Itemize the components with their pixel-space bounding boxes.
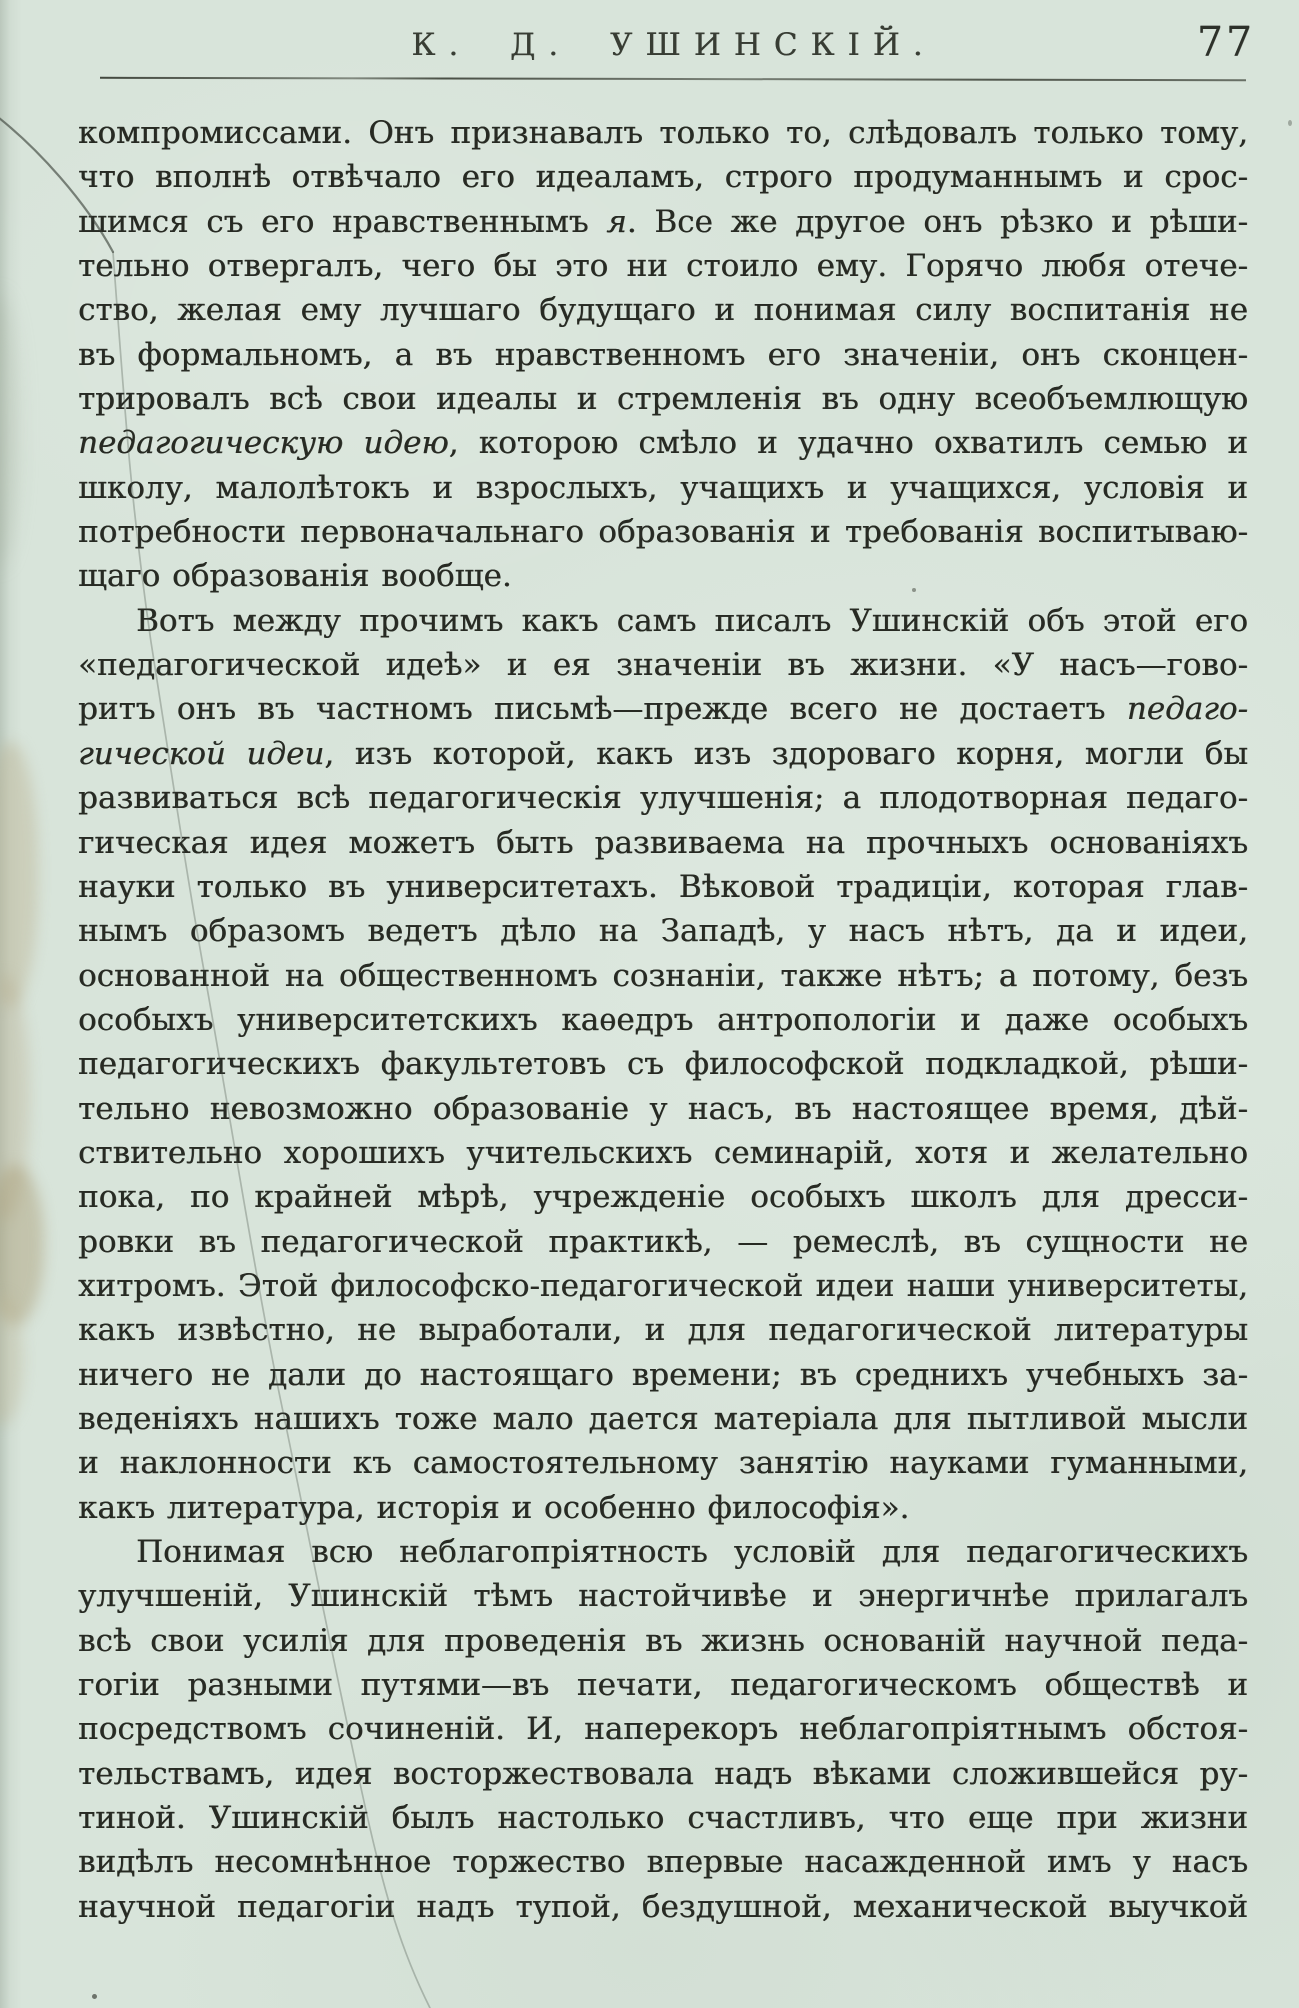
- text-line: [78, 288, 1248, 332]
- text-line: [78, 1707, 1248, 1751]
- italic-text-segment: я: [606, 203, 627, 240]
- text-segment: ство, желая ему лучшаго будущаго и понимая силу воспитанія не: [78, 292, 1248, 329]
- text-line: [78, 1840, 1248, 1884]
- text-segment: всѣ свои усилія для проведенія въ жизнь основаній научной педа-: [78, 1622, 1248, 1659]
- text-segment: потребности первоначальнаго образованія и требованія воспитываю-: [78, 514, 1248, 551]
- text-line: [78, 776, 1248, 820]
- text-line: [78, 1796, 1248, 1840]
- text-line: [78, 1752, 1248, 1796]
- text-line: [78, 1530, 1248, 1574]
- page-body: [78, 111, 1248, 1929]
- paper-stain: [0, 1295, 24, 1425]
- text-segment: , которою смѣло и удачно охватилъ семью и: [448, 425, 1248, 462]
- text-segment: школу, малолѣтокъ и взрослыхъ, учащихъ и учащихся, условія и: [78, 469, 1248, 506]
- italic-text-segment: педаго-: [1126, 691, 1248, 728]
- text-line: [78, 732, 1248, 776]
- text-line: [78, 1131, 1248, 1175]
- text-segment: развиваться всѣ педагогическія улучшенія; а плодотворная педаго-: [78, 780, 1248, 817]
- text-line: [78, 244, 1248, 288]
- text-line: [78, 643, 1248, 687]
- text-segment: веденіяхъ нашихъ тоже мало дается матеріала для пытливой мысли: [78, 1400, 1248, 1437]
- header-rule: [100, 77, 1246, 81]
- text-segment: педагогическихъ факультетовъ съ философской подкладкой, рѣши-: [78, 1046, 1248, 1083]
- ink-speck: [1288, 120, 1292, 126]
- text-segment: компромиссами. Онъ признавалъ только то, слѣдовалъ только тому,: [78, 115, 1248, 151]
- text-line: [78, 1619, 1248, 1663]
- page-number: 77: [1196, 18, 1255, 66]
- text-line: [78, 1220, 1248, 1264]
- text-line: [78, 1441, 1248, 1485]
- text-segment: основанной на общественномъ сознаніи, также нѣтъ; а потому, безъ: [78, 957, 1248, 994]
- text-line: [78, 421, 1248, 465]
- text-line: [78, 155, 1248, 199]
- text-segment: пока, по крайней мѣрѣ, учрежденіе особыхъ школъ для дресси-: [78, 1179, 1248, 1216]
- text-line: [78, 1353, 1248, 1397]
- text-segment: тельно невозможно образованіе у насъ, въ настоящее время, дѣй-: [78, 1090, 1248, 1127]
- paragraph: [78, 1530, 1248, 1929]
- text-line: [78, 200, 1248, 244]
- text-segment: улучшеній, Ушинскій тѣмъ настойчивѣе и энергичнѣе прилагалъ: [78, 1578, 1248, 1615]
- paragraph: [78, 599, 1248, 1530]
- text-segment: «педагогической идеѣ» и ея значеніи въ жизни. «У насъ—гово-: [78, 647, 1248, 684]
- text-line: [78, 377, 1248, 421]
- text-line: [78, 1663, 1248, 1707]
- text-line: [78, 1486, 1248, 1530]
- text-segment: посредствомъ сочиненій. И, наперекоръ неблагопріятнымъ обстоя-: [78, 1711, 1248, 1748]
- text-line: [78, 821, 1248, 865]
- italic-text-segment: педагогическую идею: [78, 425, 449, 462]
- text-segment: какъ извѣстно, не выработали, и для педагогической литературы: [78, 1312, 1248, 1349]
- text-segment: какъ литература, исторія и особенно философія».: [78, 1489, 910, 1526]
- text-segment: . Все же другое онъ рѣзко и рѣши-: [626, 203, 1248, 240]
- paragraph: [78, 111, 1248, 599]
- text-segment: и наклонности къ самостоятельному занятію науками гуманными,: [78, 1445, 1248, 1482]
- text-line: [78, 1175, 1248, 1219]
- text-segment: гогіи разными путями—въ печати, педагогическомъ обществѣ и: [78, 1667, 1248, 1704]
- running-header-title: К. Д. УШИНСКІЙ.: [411, 27, 936, 63]
- text-line: [78, 466, 1248, 510]
- text-segment: научной педагогіи надъ тупой, бездушной, механической выучкой: [78, 1888, 1248, 1925]
- text-segment: что вполнѣ отвѣчало его идеаламъ, строго продуманнымъ и срос-: [78, 159, 1248, 196]
- text-line: [78, 1397, 1248, 1441]
- text-segment: особыхъ университетскихъ каѳедръ антропологіи и даже особыхъ: [78, 1001, 1248, 1038]
- text-segment: щаго образованія вообще.: [78, 558, 512, 595]
- text-line: [78, 909, 1248, 953]
- text-line: [78, 1087, 1248, 1131]
- paper-stain: [0, 742, 38, 1007]
- text-line: [78, 333, 1248, 377]
- text-line: [78, 1308, 1248, 1352]
- text-segment: Понимая всю неблагопріятность условій для педагогическихъ: [136, 1534, 1248, 1570]
- text-line: [78, 954, 1248, 998]
- text-line: [78, 554, 1248, 598]
- text-segment: Вотъ между прочимъ какъ самъ писалъ Ушинскій объ этой его: [136, 602, 1248, 639]
- text-line: [78, 1042, 1248, 1086]
- text-segment: тиной. Ушинскій былъ настолько счастливъ, что еще при жизни: [78, 1800, 1248, 1837]
- text-segment: тельствамъ, идея восторжествовала надъ вѣками сложившейся ру-: [78, 1755, 1248, 1792]
- text-segment: шимся съ его нравственнымъ: [78, 203, 607, 240]
- text-segment: ствительно хорошихъ учительскихъ семинарій, хотя и желательно: [78, 1134, 1248, 1171]
- text-line: [78, 1264, 1248, 1308]
- text-segment: ритъ онъ въ частномъ письмѣ—прежде всего не достаетъ: [78, 691, 1127, 728]
- text-segment: нымъ образомъ ведетъ дѣло на Западѣ, у насъ нѣтъ, да и идеи,: [78, 913, 1248, 950]
- text-line: [78, 1574, 1248, 1618]
- text-segment: тельно отвергалъ, чего бы это ни стоило ему. Горячо любя отече-: [78, 248, 1248, 285]
- text-line: [78, 998, 1248, 1042]
- text-line: [78, 1885, 1248, 1929]
- text-segment: науки только въ университетахъ. Вѣковой традиціи, которая глав-: [78, 868, 1248, 905]
- text-segment: видѣлъ несомнѣнное торжество впервые насажденной имъ у насъ: [78, 1844, 1248, 1881]
- text-line: [78, 865, 1248, 909]
- text-segment: въ формальномъ, а въ нравственномъ его значеніи, онъ сконцен-: [78, 336, 1248, 373]
- text-line: [78, 687, 1248, 731]
- text-line: [78, 111, 1248, 155]
- text-segment: ровки въ педагогической практикѣ, — ремеслѣ, въ сущности не: [78, 1223, 1248, 1260]
- paper-stain: [0, 1165, 44, 1325]
- text-segment: гическая идея можетъ быть развиваема на прочныхъ основаніяхъ: [78, 824, 1248, 861]
- text-line: [78, 599, 1248, 643]
- paper-stain: [0, 295, 18, 565]
- text-segment: ничего не дали до настоящаго времени; въ среднихъ учебныхъ за-: [78, 1356, 1248, 1393]
- italic-text-segment: гической идеи: [78, 735, 325, 772]
- text-segment: трировалъ всѣ свои идеалы и стремленія въ одну всеобъемлющую: [78, 381, 1248, 418]
- text-line: [78, 510, 1248, 554]
- ink-speck: [92, 1994, 97, 1999]
- text-segment: , изъ которой, какъ изъ здороваго корня, могли бы: [324, 735, 1248, 772]
- paper-stain: [0, 975, 30, 1220]
- text-segment: хитромъ. Этой философско-педагогической идеи наши университеты,: [78, 1267, 1248, 1304]
